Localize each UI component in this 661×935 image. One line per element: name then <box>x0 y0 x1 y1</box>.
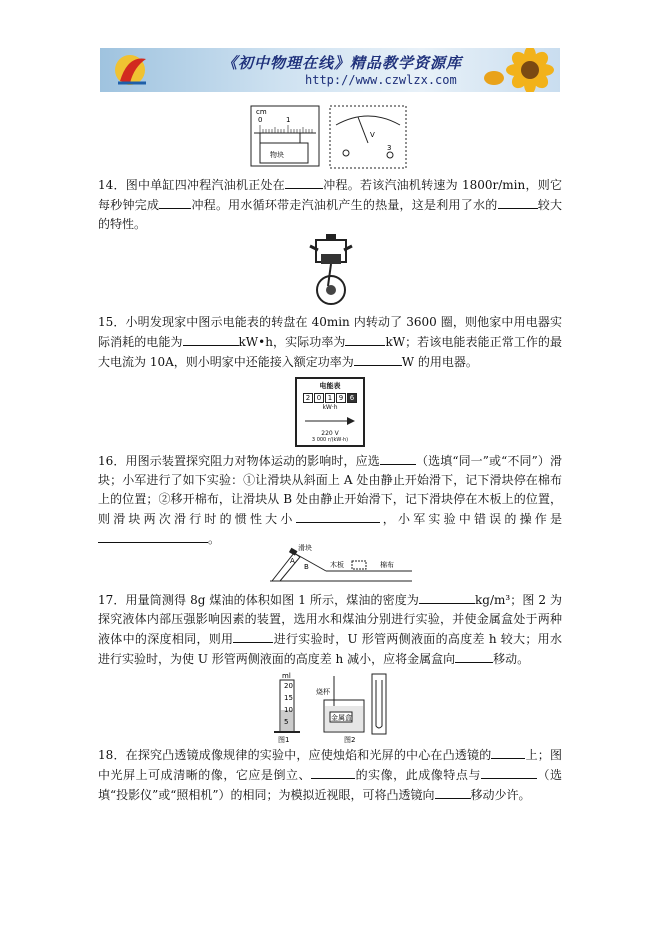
q16-text-1: 用图示装置探究阻力对物体运动的影响时，应选 <box>125 454 380 468</box>
q16-number: 16． <box>98 454 126 468</box>
q15-number: 15． <box>98 315 126 329</box>
voltmeter-label: V <box>370 131 375 139</box>
header-title: 《初中物理在线》精品教学资源库 <box>222 54 463 72</box>
beaker-label: 烧杯 <box>316 688 330 696</box>
q17-number: 17． <box>98 593 126 607</box>
meter-voltage: 220 V <box>321 430 339 437</box>
q15-text-1: 小明发现家中图示电能表的转盘在 40min 内转动了 3600 圈，则他家中用电器实际消耗的电能为 <box>98 315 562 349</box>
meter-digit-4: 9 <box>336 393 346 403</box>
header-banner <box>100 48 560 92</box>
q15-blank-1[interactable] <box>183 332 239 346</box>
q17-text-4: 移动。 <box>493 652 530 666</box>
question-14 <box>98 175 562 234</box>
question-17 <box>98 590 562 669</box>
cylinder-tick-15: 15 <box>284 694 293 702</box>
q15-text-4: W 的用电器。 <box>401 355 478 369</box>
q18-text-3: 的实像，此成像特点与 <box>355 768 481 782</box>
electricity-meter-figure <box>295 377 365 447</box>
q18-blank-4[interactable] <box>435 785 471 799</box>
q14-number: 14． <box>98 178 126 192</box>
q14-text-3: 冲程。用水循环带走汽油机产生的热量，这是利用了水的 <box>191 198 498 212</box>
metal-box-label: 金属盒 <box>331 714 352 722</box>
meter-digit-2: 0 <box>314 393 324 403</box>
cylinder-tick-20: 20 <box>284 682 293 690</box>
q18-text-2: 上；图中光屏上可成清晰的像，它应是倒立、 <box>98 748 562 782</box>
q14-blank-1[interactable] <box>285 175 323 189</box>
question-15 <box>98 313 562 372</box>
q18-text-5: 移动少许。 <box>470 788 531 802</box>
q16-blank-1[interactable] <box>380 451 416 465</box>
q15-blank-2[interactable] <box>345 332 385 346</box>
voltmeter-scale: 3 <box>387 144 392 152</box>
slider-label: 滑块 <box>298 544 312 552</box>
meter-digit-1: 2 <box>303 393 313 403</box>
q16-text-2: （选填“同一”或“不同”）滑块；小军进行了如下实验：①让滑块从斜面上 A 处由静止开始滑下，记下滑块停在棉布上的位置；②移开棉布，让滑块从 B 处由静止开始滑下，记下滑块停在木板上的位置，则滑块两次滑行时的惯性大小 <box>98 454 562 526</box>
q17-blank-3[interactable] <box>455 649 493 663</box>
ruler-tick-0: 0 <box>258 116 263 124</box>
q14-blank-3[interactable] <box>498 195 538 209</box>
question-18 <box>98 745 562 805</box>
meter-digit-5: 6 <box>347 393 357 403</box>
q18-text-1: 在探究凸透镜成像规律的实验中，应使烛焰和光屏的中心在凸透镜的 <box>125 748 492 762</box>
site-logo-icon <box>106 51 162 89</box>
figure-1-label: 图1 <box>278 736 290 744</box>
question-16 <box>98 451 562 549</box>
q15-text-3: kW；若该电能表能正常工作的最大电流为 10A，则小明家中还能接入额定功率为 <box>98 335 562 369</box>
ruler-unit: cm <box>256 108 267 116</box>
q18-blank-2[interactable] <box>311 765 355 779</box>
point-b-label: B <box>304 563 309 571</box>
q14-text-1: 图中单缸四冲程汽油机正处在 <box>125 178 285 192</box>
q18-blank-3[interactable] <box>481 765 537 779</box>
meter-title: 电能表 <box>319 382 341 390</box>
q18-text-4: （选填“投影仪”或“照相机”）的相同；为模拟近视眼，可将凸透镜向 <box>98 768 562 802</box>
q16-blank-2[interactable] <box>296 509 380 523</box>
cylinder-tick-5: 5 <box>284 718 289 726</box>
block-label: 物块 <box>270 151 284 159</box>
q18-number: 18． <box>98 748 126 762</box>
q14-blank-2[interactable] <box>159 195 191 209</box>
q15-blank-3[interactable] <box>354 352 402 366</box>
cylinder-unit: ml <box>282 672 291 680</box>
sunflower-icon <box>480 48 560 92</box>
q14-text-4: 较大的特性。 <box>98 198 562 231</box>
q15-text-2: kW•h，实际功率为 <box>238 335 346 349</box>
q17-text-1: 用量筒测得 8g 煤油的体积如图 1 所示，煤油的密度为 <box>125 593 420 607</box>
point-a-label: A <box>290 557 295 565</box>
q16-text-4: 。 <box>208 532 221 546</box>
cloth-label: 棉布 <box>380 561 394 569</box>
incline-figure <box>268 543 414 585</box>
q17-text-3: 进行实验时，U 形管两侧液面的高度差 h 较大；用水进行实验时，为使 U 形管两侧液面的高度差 h 减小，应将金属盒向 <box>98 632 562 666</box>
cylinder-utube-figure <box>270 670 400 746</box>
meter-unit: kW·h <box>322 404 338 411</box>
meter-digit-3: 1 <box>325 393 335 403</box>
ruler-tick-1: 1 <box>286 116 291 124</box>
q16-blank-3[interactable] <box>98 529 208 543</box>
cylinder-tick-10: 10 <box>284 706 293 714</box>
engine-figure <box>300 232 362 310</box>
q17-blank-2[interactable] <box>233 629 273 643</box>
figure-2-label: 图2 <box>344 736 356 744</box>
board-label: 木板 <box>330 561 344 569</box>
meter-disc-arrow-icon <box>297 416 359 426</box>
q17-text-2: kg/m³；图 2 为探究液体内部压强影响因素的装置，选用水和煤油分别进行实验，并使金属盒处于两种液体中的深度相同，则用 <box>98 593 562 646</box>
header-url: http://www.czwlzx.com <box>305 73 457 87</box>
q17-blank-1[interactable] <box>419 590 475 604</box>
ruler-voltmeter-figure <box>250 103 410 171</box>
q14-text-2: 冲程。若该汽油机转速为 1800r/min，则它每秒钟完成 <box>98 178 562 212</box>
meter-rate: 3 000 r/(kW·h) <box>311 437 349 443</box>
q16-text-3: ，小军实验中错误的操作是 <box>379 512 562 526</box>
q18-blank-1[interactable] <box>491 745 525 759</box>
